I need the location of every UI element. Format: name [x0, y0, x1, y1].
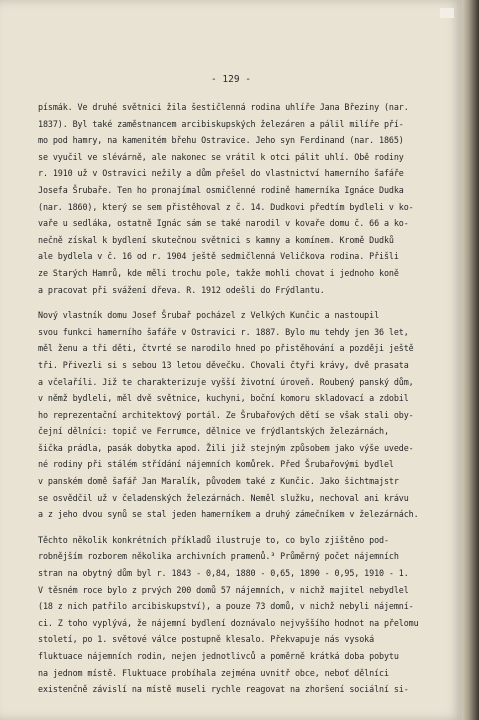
text-line: V těsném roce bylo z prvých 200 domů 57 nájemních, v nichž majitel nebydlel: [38, 584, 409, 595]
text-line: šička prádla, pasák dobytka apod. Žili již stejným způsobem jako výše uvede-: [38, 442, 414, 453]
text-line: svou funkci hamerního šafáře v Ostravici r. 1887. Bylo mu tehdy jen 36 let,: [38, 326, 409, 337]
text-line: století, po 1. světové válce postupně klesalo. Překvapuje nás vysoká: [38, 634, 375, 645]
text-line: v němž bydleli, měl dvě světnice, kuchyni, boční komoru skladovací a zdobil: [38, 393, 409, 404]
text-line: ci. Z toho vyplývá, že nájemní bydlení doznávalo nejvyššího hodnot na přelomu: [38, 617, 419, 628]
text-line: né rodiny při stálém střídání nájemních komůrek. Před Šrubařovými bydlel: [38, 459, 394, 470]
page-body: [38, 99, 428, 698]
paragraph-gap: [38, 523, 428, 532]
text-line: Nový vlastník domu Josef Šrubař pocházel z Velkých Kunčic a nastoupil: [38, 310, 380, 321]
text-line: a pracovat při svážení dřeva. R. 1912 odešli do Frýdlantu.: [38, 284, 325, 295]
text-line: (nar. 1860), který se sem přistěhoval z č. 14. Dudkovi předtím bydleli v ko-: [38, 201, 414, 212]
text-line: Těchto několik konkrétních příkladů ilustruje to, co bylo zjištěno pod-: [38, 534, 389, 545]
text-line: se vyučil ve slévárně, ale nakonec se vrátil k otci pálit uhlí. Obě rodiny: [38, 151, 404, 162]
text-line: na jednom místě. Fluktuace probíhala zejména uvnitř obce, neboť dělníci: [38, 667, 389, 678]
text-line: existenčně závislí na místě museli rychle reagovat na zhoršení sociální si-: [38, 684, 409, 695]
text-line: a včelaříli. Již te charakterizuje vyšší životní úroveň. Roubený panský dům,: [38, 376, 414, 387]
text-line: nečně získal k bydlení skutečnou světnici s kamny a komínem. Kromě Dudků: [38, 234, 394, 245]
book-binding: [462, 0, 479, 720]
paper-corner: [440, 8, 454, 18]
paragraph-gap: [38, 298, 428, 307]
paragraph: [38, 99, 428, 298]
text-line: čejní dělníci: topič ve Ferrumce, dělnice ve frýdlantských železárnách,: [38, 426, 389, 437]
text-line: (18 z nich patřilo arcibiskupství), a pouze 73 domů, v nichž nebyli nájemní-: [38, 601, 414, 612]
text-line: a z jeho dvou synů se stal jeden hamerníkem a druhý zámečníkem v železárnách.: [38, 509, 419, 520]
text-line: písmák. Ve druhé světnici žila šestičlenná rodina uhlíře Jana Březiny (nar.: [38, 102, 409, 112]
text-line: robnějším rozborem několika archivních pramenů.³ Průměrný počet nájemních: [38, 551, 399, 562]
page-number: - 129 -: [210, 74, 252, 85]
text-line: tři. Přivezli si s sebou 13 letou děvečku. Chovali čtyři krávy, dvě prasata: [38, 359, 409, 370]
text-line: v panském domě šafář Jan Maralík, původem také z Kunčic. Jako šichtmajstr: [38, 476, 399, 487]
text-line: ale bydlela v č. 16 od r. 1904 ještě sedmičlenná Veličkova rodina. Přišli: [38, 251, 399, 262]
text-line: vaře u sedláka, ostatně Ignác sám se také narodil v kovaře domu č. 66 a ko-: [38, 218, 409, 229]
text-line: mo pod hamry, na kamenitém břehu Ostravice. Jeho syn Ferdinand (nar. 1865): [38, 135, 404, 146]
text-line: Josefa Šrubaře. Ten ho pronajímal osmičlenné rodině hamerníka Ignáce Dudka: [38, 184, 404, 195]
text-line: měl ženu a tři děti, čtvrté se narodilo hned po přistěhování a později ještě: [38, 343, 414, 354]
paragraph: [38, 307, 428, 523]
text-line: 1837). Byl také zaměstnancem arcibiskupských železáren a pálil milíře pří-: [38, 118, 404, 129]
text-line: r. 1910 už v Ostravici nežily a dům přešel do vlastnictví hamerního šafáře: [38, 168, 404, 179]
text-line: fluktuace nájemních rodin, nejen jednotlivců a poměrně krátká doba pobytu: [38, 651, 399, 661]
text-line: se osvědčil už v čeladenských železárnách. Neměl služku, nechoval ani krávu: [38, 492, 409, 503]
paragraph: [38, 532, 428, 698]
text-line: ze Starých Hamrů, kde měli trochu pole, takže mohli chovat i jednoho koně: [38, 267, 399, 278]
text-line: ho reprezentační architektový portál. Ze Šrubařových dětí se však stali oby-: [38, 409, 414, 420]
text-line: stran na obytný dům byl r. 1843 - 0,84, 1880 - 0,65, 1890 - 0,95, 1910 - 1.: [38, 568, 409, 579]
